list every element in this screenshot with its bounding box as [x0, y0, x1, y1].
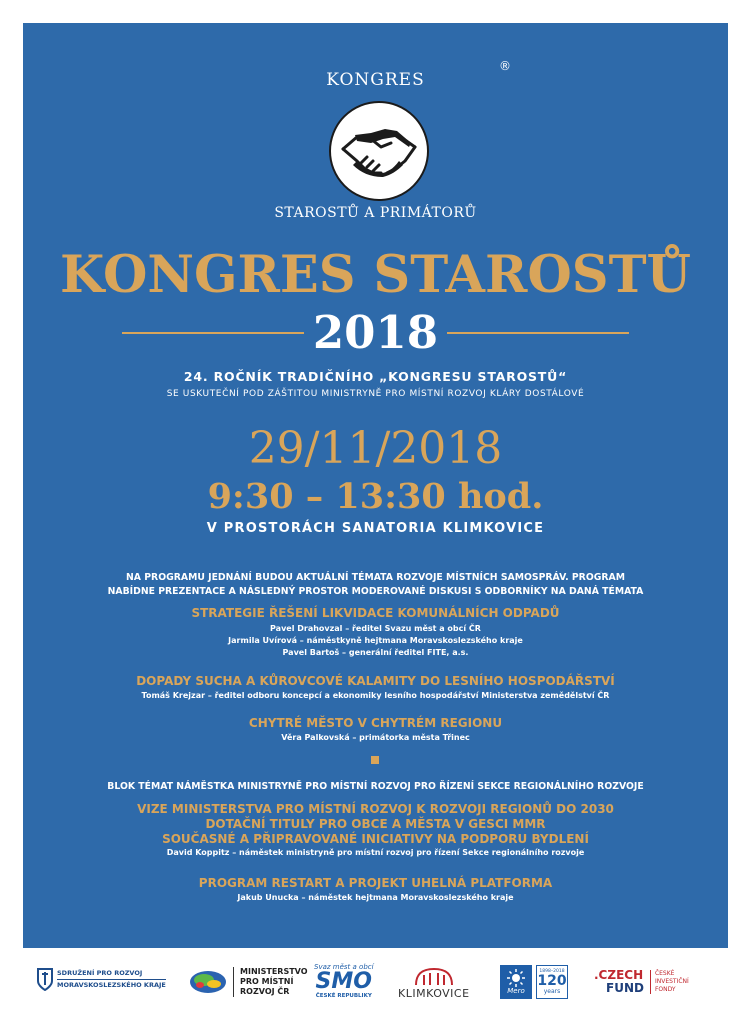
partner-footer	[0, 955, 751, 1021]
speaker: Pavel Drahovzal – ředitel Svazu měst a obcí ČR	[270, 624, 481, 633]
partner-mero	[500, 965, 568, 999]
partner-line: ČESKÉ REPUBLIKY	[315, 993, 372, 999]
anniversary-years: 120	[537, 973, 567, 989]
page-title: KONGRES STAROSTŮ	[59, 245, 692, 305]
klimkovice-logo-icon	[412, 965, 456, 987]
anniversary-range: 1898–2018	[539, 969, 565, 974]
speaker: Věra Palkovská – primátorka města Třinec	[281, 733, 470, 742]
shield-icon	[37, 967, 53, 991]
program-intro	[23, 571, 728, 599]
topic-heading: DOPADY SUCHA A KŮROVCOVÉ KALAMITY DO LESNÍHO HOSPODÁŘSTVÍ	[136, 674, 615, 688]
partner-line: ROZVOJ ČR	[240, 987, 290, 996]
partner-smo	[314, 963, 374, 999]
event-date: 29/11/2018	[248, 423, 503, 474]
topic-waste	[23, 606, 728, 659]
partner-line: MINISTERSTVO	[240, 967, 308, 976]
registered-mark: ®	[499, 59, 511, 73]
partner-line: INVESTIČNÍ	[654, 978, 689, 985]
topic-restart	[23, 876, 728, 902]
speaker: David Koppitz – náměstek ministryně pro místní rozvoj pro řízení Sekce regionálního rozvoje	[166, 848, 585, 857]
topic-heading: VIZE MINISTERSTVA PRO MÍSTNÍ ROZVOJ K ROZVOJI REGIONŮ DO 2030	[137, 802, 614, 816]
mero-logo	[500, 965, 532, 999]
topic-heading: DOTAČNÍ TITULY PRO OBCE A MĚSTA V GESCI MMR	[205, 817, 546, 831]
section-separator	[371, 756, 379, 764]
czechfund-line: FUND	[606, 981, 644, 995]
brand-bottom: STAROSTŮ A PRIMÁTORŮ	[274, 205, 477, 221]
mero-name: Mero	[507, 987, 525, 995]
partner-line: MORAVSKOSLEZSKÉHO KRAJE	[57, 980, 166, 989]
event-year: 2018	[312, 306, 439, 359]
speaker: Jakub Unucka – náměstek hejtmana Moravskoslezského kraje	[237, 893, 514, 902]
intro-line: NA PROGRAMU JEDNÁNÍ BUDOU AKTUÁLNÍ TÉMATA ROZVOJE MÍSTNÍCH SAMOSPRÁV. PROGRAM	[126, 572, 625, 583]
partner-klimkovice	[398, 965, 470, 1000]
smo-mark: SMO	[315, 969, 372, 994]
partner-line: Svaz měst a obcí	[314, 963, 374, 971]
intro-line: NABÍDNE PREZENTACE A NÁSLEDNÝ PROSTOR MODEROVANÉ DISKUSI S ODBORNÍKY NA DANÁ TÉMATA	[107, 586, 644, 597]
topic-heading: SOUČASNÉ A PŘIPRAVOVANÉ INICIATIVY NA PODPORU BYDLENÍ	[162, 832, 589, 846]
topic-speakers	[23, 623, 728, 659]
event-venue: V PROSTORÁCH SANATORIA KLIMKOVICE	[206, 521, 545, 536]
subtitle-patronage: SE USKUTEČNÍ POD ZÁŠTITOU MINISTRYNĚ PRO MÍSTNÍ ROZVOJ KLÁRY DOSTÁLOVÉ	[166, 389, 585, 399]
partner-sdruzeni	[37, 967, 166, 991]
block-heading: BLOK TÉMAT NÁMĚSTKA MINISTRYNĚ PRO MÍSTNÍ ROZVOJ PRO ŘÍZENÍ SEKCE REGIONÁLNÍHO ROZVOJE	[107, 781, 644, 792]
mmr-logo-icon	[188, 968, 228, 996]
speaker: Jarmila Uvírová – náměstkyně hejtmana Moravskoslezského kraje	[228, 636, 523, 645]
partner-line: ČESKÉ	[654, 970, 675, 977]
topic-heading: PROGRAM RESTART A PROJEKT UHELNÁ PLATFORMA	[198, 876, 553, 890]
subtitle-edition: 24. ROČNÍK TRADIČNÍHO „KONGRESU STAROSTŮ“	[183, 369, 568, 384]
partner-line: FONDY	[654, 986, 676, 993]
partner-name: KLIMKOVICE	[398, 987, 470, 1000]
partner-mmr	[188, 967, 308, 997]
speaker: Pavel Bartoš – generální ředitel FITE, a.s.	[282, 648, 469, 657]
topic-heading: STRATEGIE ŘEŠENÍ LIKVIDACE KOMUNÁLNÍCH ODPADŮ	[191, 606, 560, 620]
partner-line: SDRUŽENÍ PRO ROZVOJ	[57, 968, 166, 980]
event-time: 9:30 – 13:30 hod.	[207, 476, 544, 517]
topic-smart-city	[23, 716, 728, 742]
brand-top: KONGRES	[326, 70, 425, 90]
handshake-icon	[329, 101, 429, 201]
poster	[23, 23, 728, 948]
topic-drought	[23, 674, 728, 700]
czechfund-line: .CZECH	[594, 968, 644, 982]
speaker: Tomáš Krejzar – ředitel odboru koncepcí a ekonomiky lesního hospodářství Ministerstva zemědělství ČR	[141, 691, 610, 700]
topic-heading: CHYTRÉ MĚSTO V CHYTRÉM REGIONU	[248, 716, 503, 730]
partner-czechfund	[594, 969, 689, 995]
partner-line: PRO MÍSTNÍ	[240, 977, 294, 986]
topic-ministry	[23, 802, 728, 857]
anniversary-unit: years	[543, 988, 561, 995]
sun-icon	[507, 969, 525, 987]
anniversary-badge	[536, 965, 568, 999]
